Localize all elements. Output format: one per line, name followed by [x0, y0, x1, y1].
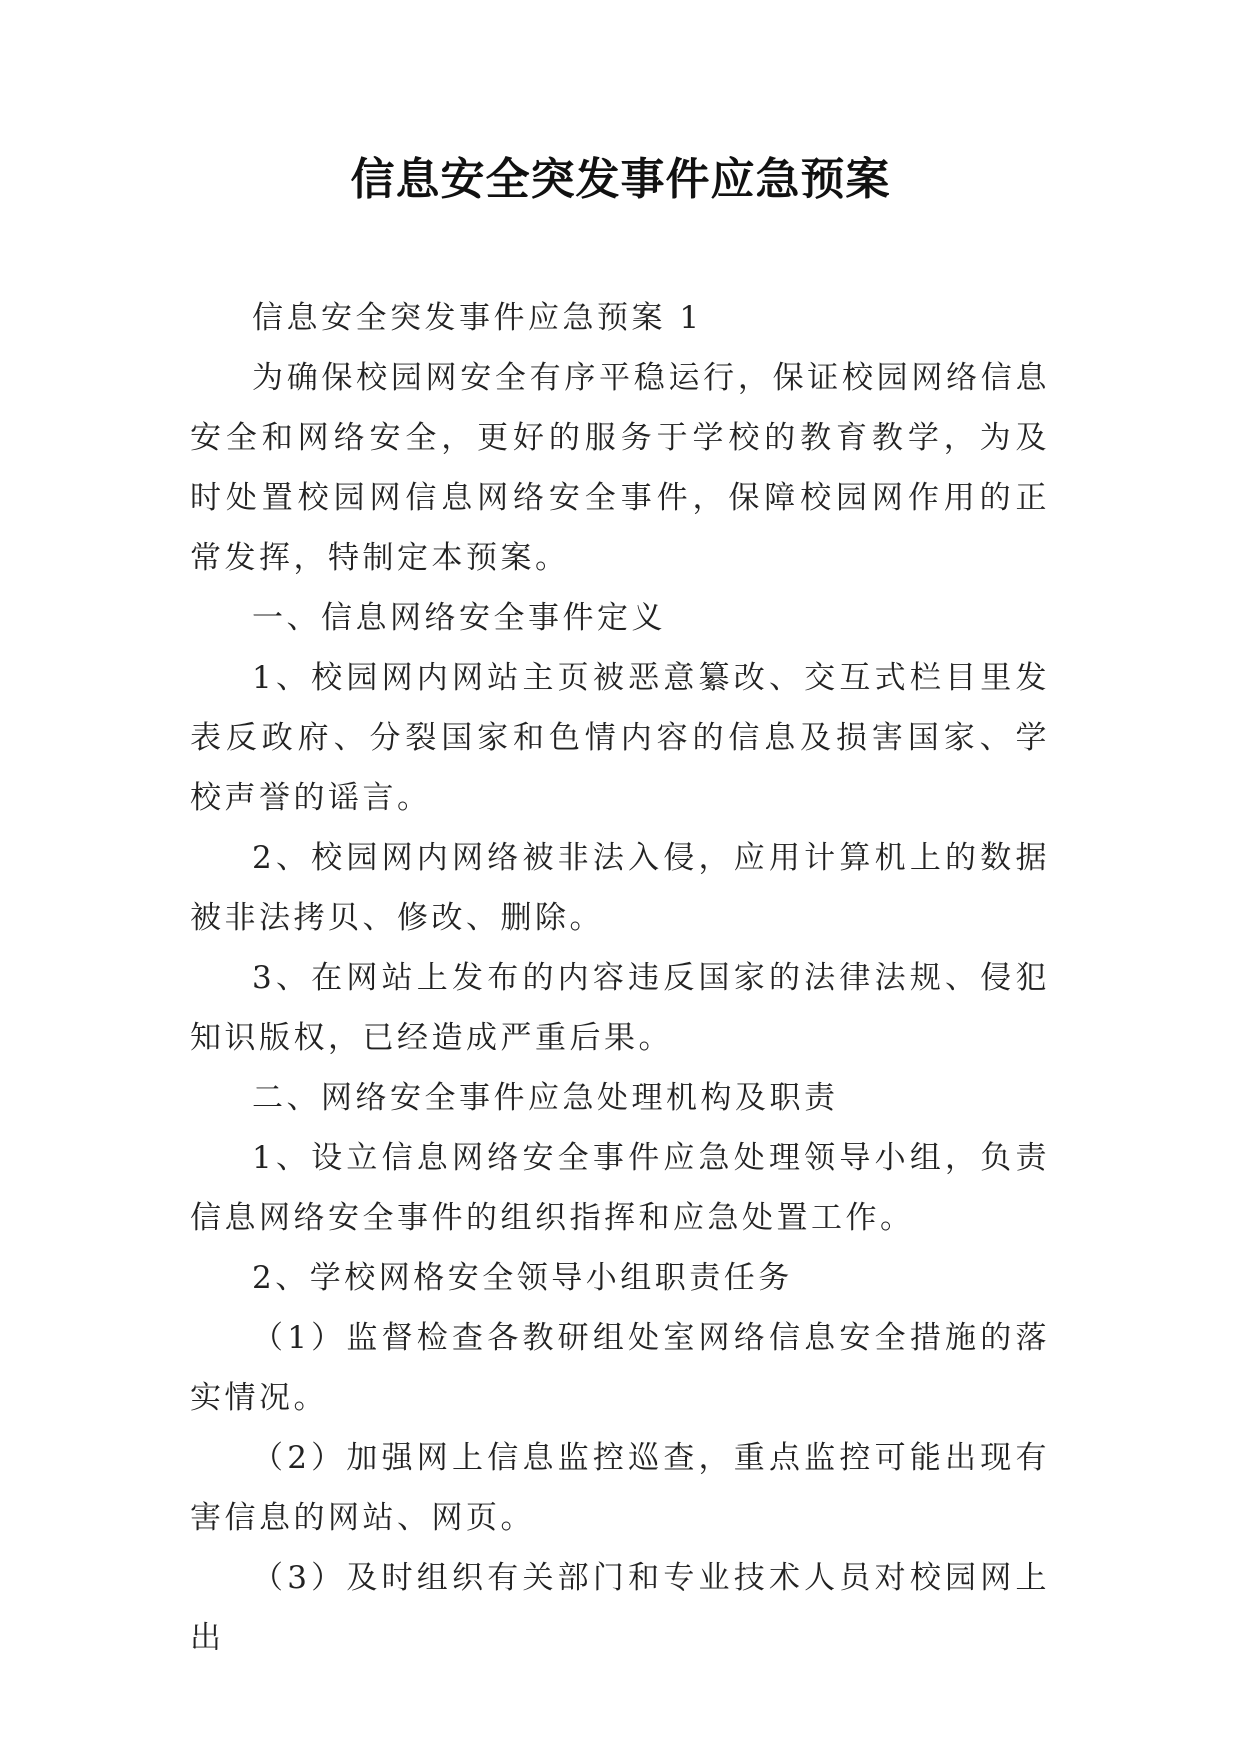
paragraph-duty-3: （3）及时组织有关部门和专业技术人员对校园网上出 [190, 1560, 1050, 1656]
document-title: 信息安全突发事件应急预案 [350, 154, 891, 205]
paragraph-definition-1: 1、校园网内网站主页被恶意纂改、交互式栏目里发表反政府、分裂国家和色情内容的信息及损害国家、学校声誉的谣言。 [190, 660, 1050, 816]
paragraph-duty-2: （2）加强网上信息监控巡查，重点监控可能出现有害信息的网站、网页。 [190, 1440, 1050, 1536]
paragraph-intro: 为确保校园网安全有序平稳运行，保证校园网络信息安全和网络安全，更好的服务于学校的教育教学，为及时处置校园网信息网络安全事件，保障校园网作用的正常发挥，特制定本预案。 [190, 360, 1050, 576]
paragraph-definition-2: 2、校园网内网络被非法入侵，应用计算机上的数据被非法拷贝、修改、删除。 [190, 840, 1050, 936]
paragraph-organization-2: 2、学校网格安全领导小组职责任务 [252, 1260, 793, 1296]
section-heading-organization: 二、网络安全事件应急处理机构及职责 [252, 1080, 839, 1116]
paragraph-definition-3: 3、在网站上发布的内容违反国家的法律法规、侵犯知识版权，已经造成严重后果。 [190, 960, 1050, 1056]
paragraph-subtitle: 信息安全突发事件应急预案 1 [252, 300, 703, 336]
paragraph-duty-1: （1）监督检查各教研组处室网络信息安全措施的落实情况。 [190, 1320, 1050, 1416]
section-heading-definition: 一、信息网络安全事件定义 [252, 600, 666, 636]
document-body [190, 288, 1050, 1668]
paragraph-organization-1: 1、设立信息网络安全事件应急处理领导小组，负责信息网络安全事件的组织指挥和应急处置工作。 [190, 1140, 1050, 1236]
